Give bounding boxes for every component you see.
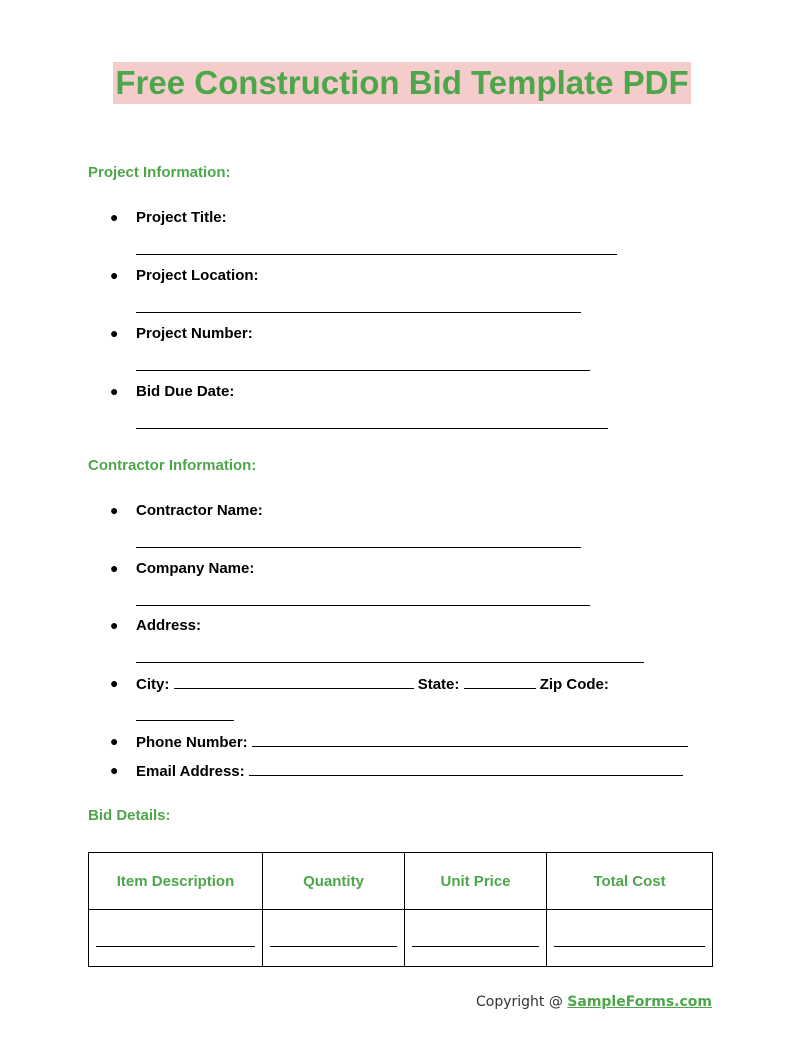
phone-row [136, 733, 688, 751]
project-title-field[interactable] [136, 254, 617, 255]
bid-due-date-field[interactable] [136, 428, 608, 429]
city-state-zip-row [136, 675, 609, 693]
table-row [89, 910, 713, 967]
phone-number-label: Phone Number: [136, 734, 248, 751]
state-label: State: [417, 676, 460, 693]
item-description-field[interactable] [96, 946, 255, 947]
unit-price-cell[interactable] [405, 910, 547, 967]
bullet-icon: ● [110, 383, 119, 399]
email-row [136, 762, 683, 780]
city-field[interactable] [174, 675, 414, 689]
bullet-icon: ● [110, 267, 119, 283]
company-name-label: Company Name: [136, 560, 255, 577]
email-address-field[interactable] [249, 762, 683, 776]
zip-code-field[interactable] [136, 720, 234, 721]
project-location-label: Project Location: [136, 267, 259, 284]
project-info-heading: Project Information: [88, 164, 231, 181]
total-cost-cell[interactable] [547, 910, 713, 967]
column-header-quantity: Quantity [263, 853, 405, 910]
city-label: City: [136, 676, 170, 693]
bid-due-date-label: Bid Due Date: [136, 383, 235, 400]
quantity-cell[interactable] [263, 910, 405, 967]
phone-number-field[interactable] [252, 733, 688, 747]
column-header-item-description: Item Description [89, 853, 263, 910]
unit-price-field[interactable] [412, 946, 539, 947]
bullet-icon: ● [110, 209, 119, 225]
address-field[interactable] [136, 662, 644, 663]
bullet-icon: ● [110, 762, 119, 778]
bullet-icon: ● [110, 502, 119, 518]
sampleforms-link[interactable]: SampleForms.com [567, 994, 712, 1010]
table-header-row [89, 853, 713, 910]
quantity-field[interactable] [270, 946, 397, 947]
bid-details-heading: Bid Details: [88, 807, 171, 824]
column-header-total-cost: Total Cost [547, 853, 713, 910]
copyright-text: Copyright @ [475, 994, 563, 1010]
footer [476, 994, 712, 1010]
address-label: Address: [136, 617, 202, 634]
email-address-label: Email Address: [136, 763, 245, 780]
contractor-name-label: Contractor Name: [136, 502, 263, 519]
project-number-label: Project Number: [136, 325, 253, 342]
title-wrap [0, 62, 804, 104]
project-location-field[interactable] [136, 312, 581, 313]
item-description-cell[interactable] [89, 910, 263, 967]
zip-code-label: Zip Code: [539, 676, 609, 693]
total-cost-field[interactable] [554, 946, 705, 947]
project-number-field[interactable] [136, 370, 590, 371]
bullet-icon: ● [110, 733, 119, 749]
bullet-icon: ● [110, 675, 119, 691]
column-header-unit-price: Unit Price [405, 853, 547, 910]
project-title-label: Project Title: [136, 209, 227, 226]
bullet-icon: ● [110, 560, 119, 576]
bullet-icon: ● [110, 325, 119, 341]
company-name-field[interactable] [136, 605, 590, 606]
page-title: Free Construction Bid Template PDF [113, 62, 690, 104]
contractor-info-heading: Contractor Information: [88, 457, 257, 474]
bid-details-table [88, 852, 713, 967]
bullet-icon: ● [110, 617, 119, 633]
state-field[interactable] [464, 675, 536, 689]
contractor-name-field[interactable] [136, 547, 581, 548]
